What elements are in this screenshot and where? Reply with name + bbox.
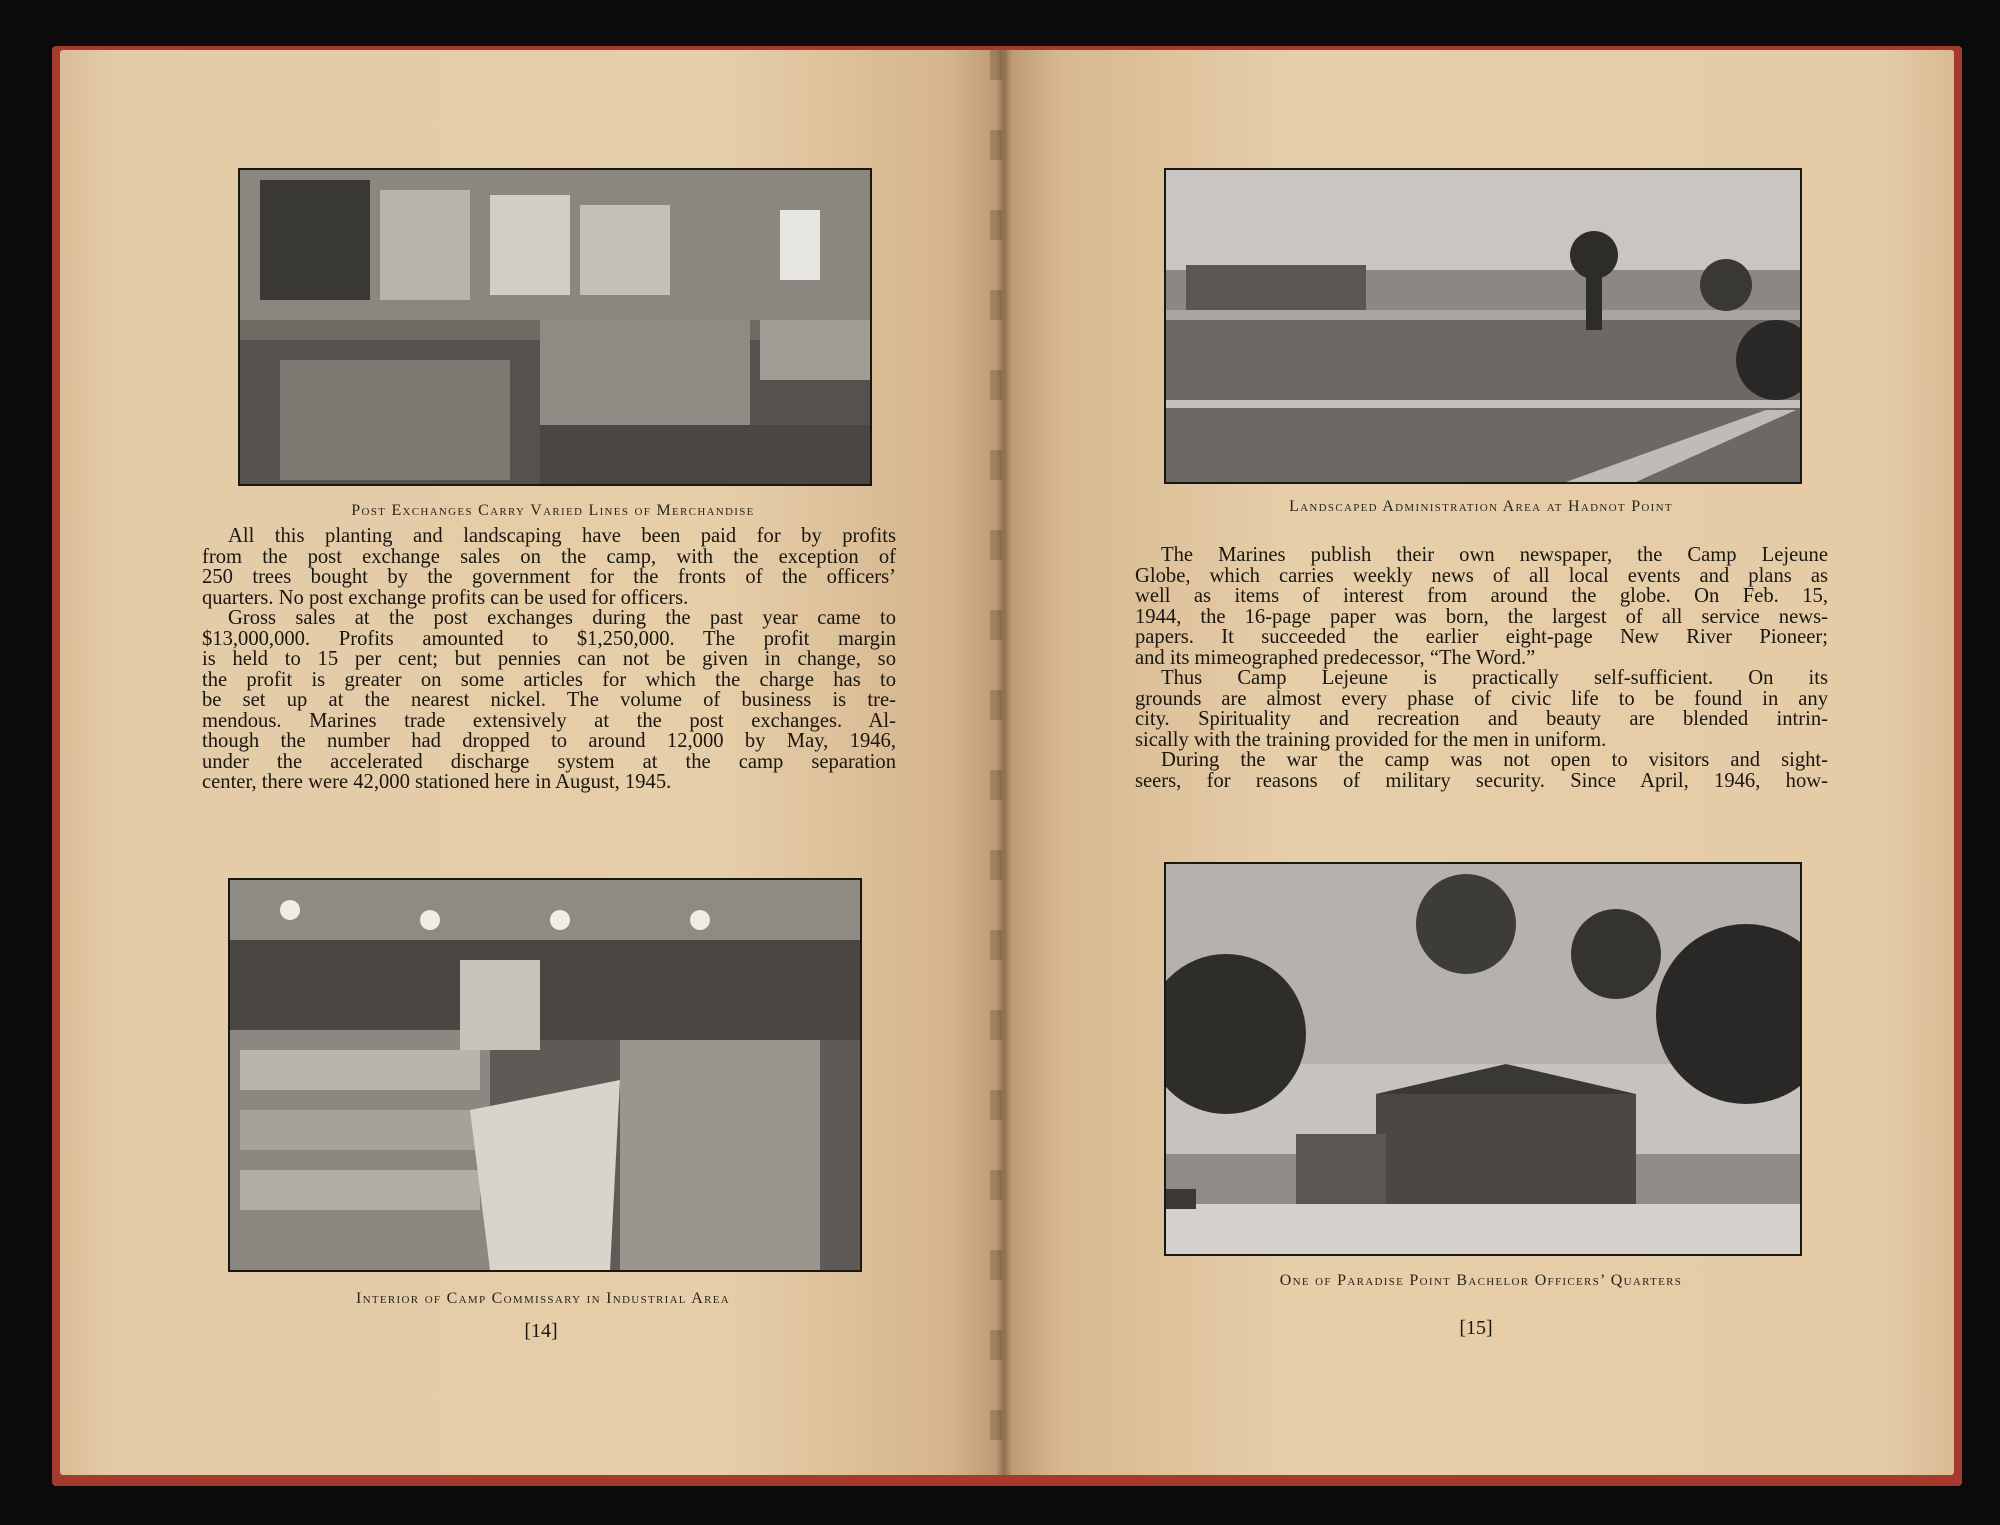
caption-paradise-point: One of Paradise Point Bachelor Officers’ Quarters bbox=[1279, 1272, 1683, 1289]
text-line: mendous. Marines trade extensively at the post exchanges. Al- bbox=[202, 709, 896, 732]
text-line: though the number had dropped to around 12,000 by May, 1946, bbox=[202, 730, 896, 752]
text-line: from the post exchange sales on the camp, with the exception of bbox=[202, 545, 896, 568]
text-line: During the war the camp was not open to visitors and sight- bbox=[1161, 749, 1828, 771]
text-line: and its mimeographed predecessor, “The Word.” bbox=[1135, 646, 1536, 669]
text-line: The Marines publish their own newspaper, the Camp Lejeune bbox=[1161, 544, 1828, 566]
photo-commissary bbox=[228, 878, 862, 1272]
text-line: seers, for reasons of military security. Since April, 1946, how- bbox=[1135, 769, 1828, 792]
left-page bbox=[60, 50, 1004, 1475]
text-line: 1944, the 16-page paper was born, the largest of all service news- bbox=[1135, 605, 1828, 628]
page-number-left: [14] bbox=[524, 1320, 558, 1342]
text-line: papers. It succeeded the earlier eight-page New River Pioneer; bbox=[1135, 626, 1828, 648]
text-line: Gross sales at the post exchanges during the past year came to bbox=[228, 607, 896, 629]
photo-paradise-point bbox=[1164, 862, 1802, 1256]
text-line: All this planting and landscaping have been paid for by profits bbox=[228, 525, 896, 547]
left-body-text bbox=[202, 526, 896, 793]
caption-post-exchange: Post Exchanges Carry Varied Lines of Merchandise bbox=[351, 502, 755, 519]
text-line: sically with the training provided for the men in uniform. bbox=[1135, 728, 1607, 751]
text-line: $13,000,000. Profits amounted to $1,250,000. The profit margin bbox=[202, 627, 896, 650]
text-line: well as items of interest from around the globe. On Feb. 15, bbox=[1135, 585, 1828, 607]
text-line: the profit is greater on some articles for which the charge has to bbox=[202, 668, 896, 691]
text-line: grounds are almost every phase of civic life to be found in any bbox=[1135, 687, 1828, 710]
spine-wear bbox=[990, 50, 1002, 1475]
text-line: quarters. No post exchange profits can be used for officers. bbox=[202, 586, 689, 609]
text-line: city. Spirituality and recreation and beauty are blended intrin- bbox=[1135, 708, 1828, 730]
text-line: Globe, which carries weekly news of all local events and plans as bbox=[1135, 564, 1828, 587]
text-line: under the accelerated discharge system at the camp separation bbox=[202, 750, 896, 773]
text-line: is held to 15 per cent; but pennies can not be given in change, so bbox=[202, 648, 896, 670]
text-line: be set up at the nearest nickel. The volume of business is tre- bbox=[202, 689, 896, 711]
photo-post-exchange bbox=[238, 168, 872, 486]
text-line: center, there were 42,000 stationed here in August, 1945. bbox=[202, 771, 672, 793]
right-body-text bbox=[1135, 545, 1828, 791]
photo-hadnot-point bbox=[1164, 168, 1802, 484]
page-number-right: [15] bbox=[1459, 1317, 1493, 1339]
text-line: Thus Camp Lejeune is practically self-sufficient. On its bbox=[1161, 667, 1828, 689]
text-line: 250 trees bought by the government for the fronts of the officers’ bbox=[202, 566, 896, 588]
caption-hadnot-point: Landscaped Administration Area at Hadnot Point bbox=[1289, 498, 1673, 515]
right-page bbox=[1004, 50, 1954, 1475]
caption-commissary: Interior of Camp Commissary in Industrial Area bbox=[356, 1290, 730, 1307]
